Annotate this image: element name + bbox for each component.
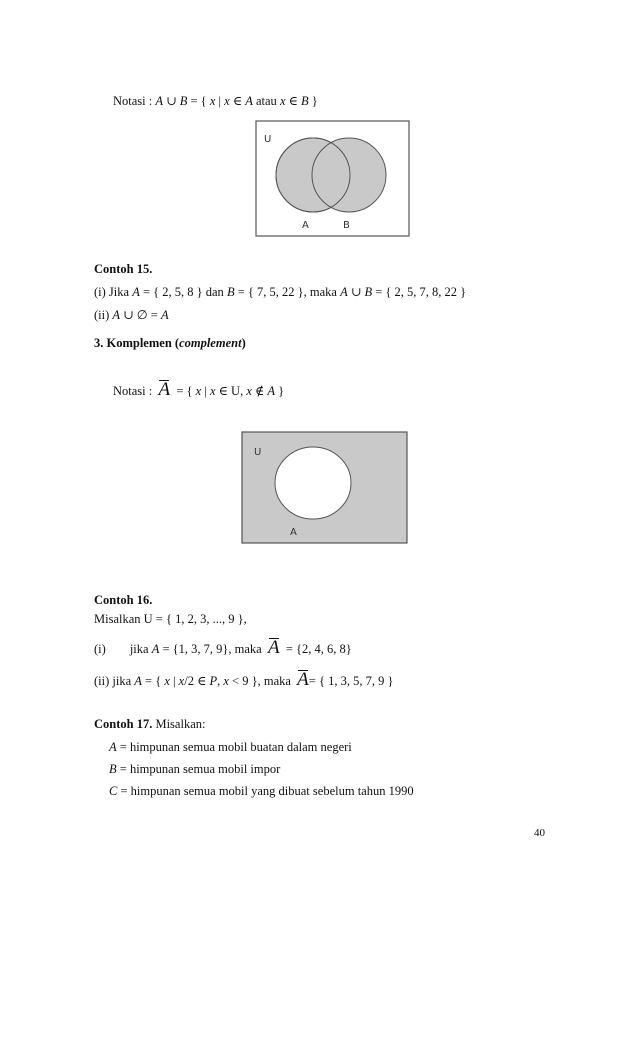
text: ∈ U, xyxy=(215,384,247,398)
contoh17-c-line xyxy=(109,784,414,799)
contoh16-line-i xyxy=(94,637,352,658)
var-b: B xyxy=(301,94,309,108)
var-b: B xyxy=(179,94,188,108)
contoh16-line-ii xyxy=(94,669,394,690)
not-element-of: ∉ xyxy=(251,384,268,398)
union-symbol: ∪ xyxy=(163,94,180,108)
text: = {2, 4, 6, 8} xyxy=(282,642,352,656)
var-p: P xyxy=(209,674,218,688)
notation-label: Notasi : xyxy=(113,384,153,398)
such-that: | xyxy=(201,384,210,398)
set-b-circle xyxy=(312,138,386,212)
text: Misalkan: xyxy=(152,717,206,731)
a-complement: A xyxy=(267,637,280,658)
text: (ii) jika xyxy=(94,674,135,688)
var-x: x xyxy=(209,384,216,398)
text: ) xyxy=(241,336,246,350)
text: jika xyxy=(129,642,152,656)
union-notation xyxy=(113,94,318,109)
contoh17-b-line xyxy=(109,762,280,777)
a-complement: A xyxy=(297,669,309,690)
equals-open: = { xyxy=(173,384,196,398)
var-a: A xyxy=(151,642,160,656)
text: (i) Jika xyxy=(94,285,133,299)
venn-union-diagram xyxy=(255,120,411,238)
text: , xyxy=(217,674,224,688)
var-x: x xyxy=(246,384,252,398)
text: < 9 }, maka xyxy=(228,674,291,688)
var-a: A xyxy=(132,285,140,299)
var-c: C xyxy=(109,784,118,798)
notation-label: Notasi : xyxy=(113,94,153,108)
var-a: A xyxy=(160,308,169,322)
var-b: B xyxy=(109,762,117,776)
text: = {1, 3, 7, 9}, maka xyxy=(159,642,262,656)
contoh15-line1 xyxy=(94,285,466,300)
element-of: ∈ xyxy=(229,94,246,108)
element-of: ∈ xyxy=(285,94,302,108)
var-a: A xyxy=(112,308,121,322)
contoh16-heading: Contoh 16. xyxy=(94,593,153,607)
text: complement xyxy=(179,336,242,350)
union-symbol: ∪ xyxy=(347,285,365,299)
such-that: | xyxy=(215,94,225,108)
var-x: x xyxy=(209,94,216,108)
text: = { xyxy=(141,674,165,688)
var-x: x xyxy=(178,674,185,688)
text: = himpunan semua mobil buatan dalam negeri xyxy=(116,740,352,754)
var-x: x xyxy=(195,384,202,398)
section3-heading xyxy=(94,336,246,351)
text: /2 ∈ xyxy=(184,674,210,688)
word-atau: atau xyxy=(252,94,280,108)
contoh15-line2 xyxy=(94,308,169,323)
contoh16-intro: Misalkan U = { 1, 2, 3, ..., 9 }, xyxy=(94,612,247,626)
var-x: x xyxy=(224,94,230,108)
text: ∪ ∅ = xyxy=(120,308,161,322)
set-b-label: B xyxy=(343,220,350,231)
var-b: B xyxy=(364,285,373,299)
close-brace: } xyxy=(275,384,285,398)
text: = himpunan semua mobil impor xyxy=(116,762,281,776)
text: 3. Komplemen ( xyxy=(94,336,180,350)
var-a: A xyxy=(340,285,348,299)
var-b: B xyxy=(226,285,235,299)
contoh17-heading-line xyxy=(94,717,205,732)
var-a: A xyxy=(267,384,276,398)
text: = { 2, 5, 7, 8, 22 } xyxy=(372,285,467,299)
contoh15-heading: Contoh 15. xyxy=(94,262,153,276)
var-x: x xyxy=(164,674,170,688)
text: = { 2, 5, 8 } dan xyxy=(139,285,227,299)
universe-label: U xyxy=(264,134,272,145)
text: (ii) xyxy=(94,308,113,322)
page-number: 40 xyxy=(534,827,545,839)
text: = { 7, 5, 22 }, maka xyxy=(234,285,341,299)
var-x: x xyxy=(223,674,229,688)
equals-open: = { xyxy=(187,94,210,108)
complement-notation xyxy=(113,379,285,400)
set-a-circle xyxy=(275,447,351,519)
a-complement: A xyxy=(158,379,171,400)
var-x: x xyxy=(279,94,286,108)
item-number: (i) xyxy=(94,642,106,656)
var-a: A xyxy=(245,94,253,108)
var-a: A xyxy=(155,94,163,108)
venn-complement-diagram xyxy=(241,431,409,545)
set-a-label: A xyxy=(302,220,309,231)
text: = { 1, 3, 5, 7, 9 } xyxy=(308,674,394,688)
var-a: A xyxy=(134,674,142,688)
universe-label: U xyxy=(254,447,262,458)
set-a-label: A xyxy=(290,527,297,538)
var-a: A xyxy=(109,740,117,754)
text: = himpunan semua mobil yang dibuat sebelum tahun 1990 xyxy=(117,784,414,798)
contoh17-heading: Contoh 17. xyxy=(94,717,153,731)
close-brace: } xyxy=(308,94,318,108)
such-that: | xyxy=(169,674,179,688)
contoh17-a-line xyxy=(109,740,352,755)
